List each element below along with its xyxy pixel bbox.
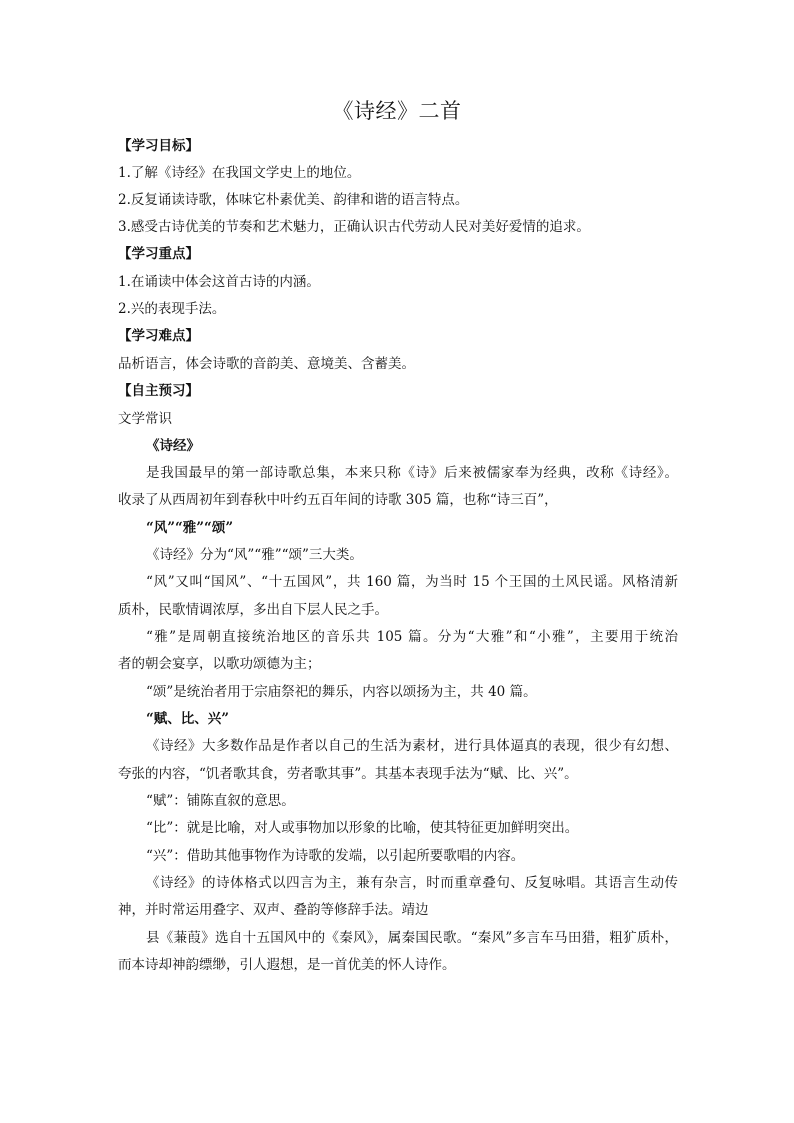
preview-heading: 【自主预习】 bbox=[118, 383, 199, 399]
fbx-line-1: 《诗经》大多数作品是作者以自己的生活为素材，进行具体逼真的表现，很少有幻想、 bbox=[146, 738, 678, 754]
ya-line-2: 者的朝会宴享，以歌功颂德为主； bbox=[118, 656, 321, 672]
goal-item-2: 2.反复诵读诗歌，体味它朴素优美、韵律和谐的语言特点。 bbox=[118, 192, 469, 208]
preview-subheading: 文学常识 bbox=[118, 411, 172, 427]
focus-item-2: 2.兴的表现手法。 bbox=[118, 301, 226, 317]
difficulty-text: 品析语言，体会诗歌的音韵美、意境美、含蓄美。 bbox=[118, 356, 415, 372]
fyg-heading: “风”“雅”“颂” bbox=[146, 520, 234, 536]
intro-line-1: 是我国最早的第一部诗歌总集，本来只称《诗》后来被儒家奉为经典，改称《诗经》。 bbox=[146, 465, 678, 481]
goal-item-3: 3.感受古诗优美的节奏和艺术魅力，正确认识古代劳动人民对美好爱情的追求。 bbox=[118, 219, 590, 235]
goal-item-1: 1.了解《诗经》在我国文学史上的地位。 bbox=[118, 165, 361, 181]
difficulty-heading: 【学习难点】 bbox=[118, 328, 199, 344]
ya-line-1: “雅”是周朝直接统治地区的音乐共 105 篇。分为“大雅”和“小雅”，主要用于统治 bbox=[146, 629, 678, 645]
fbx-heading: “赋、比、兴” bbox=[146, 711, 230, 727]
feng-line-1: “风”又叫“国风”、“十五国风”，共 160 篇，为当时 15 个王国的土风民谣。风格清新 bbox=[146, 574, 678, 590]
bi-line: “比”：就是比喻，对人或事物加以形象的比喻，使其特征更加鲜明突出。 bbox=[146, 820, 579, 836]
jianjia-line-2: 而本诗却神韵缥缈，引人遐想，是一首优美的怀人诗作。 bbox=[118, 957, 456, 973]
page-title: 《诗经》二首 bbox=[332, 99, 462, 123]
song-line: “颂”是统治者用于宗庙祭祀的舞乐，内容以颂扬为主，共 40 篇。 bbox=[146, 684, 537, 700]
jianjia-line-1: 县《蒹葭》选自十五国风中的《秦风》，属秦国民歌。“秦风”多言车马田猎，粗犷质朴， bbox=[146, 930, 678, 946]
focus-item-1: 1.在诵读中体会这首古诗的内涵。 bbox=[118, 274, 320, 290]
style-line-1: 《诗经》的诗体格式以四言为主，兼有杂言，时而重章叠句、反复咏唱。其语言生动传 bbox=[146, 875, 678, 891]
fyg-intro: 《诗经》分为“风”“雅”“颂”三大类。 bbox=[146, 547, 363, 563]
book-title: 《诗经》 bbox=[146, 438, 200, 454]
intro-line-2: 收录了从西周初年到春秋中叶约五百年间的诗歌 305 篇，也称“诗三百”， bbox=[118, 492, 558, 508]
focus-heading: 【学习重点】 bbox=[118, 246, 199, 262]
feng-line-2: 质朴，民歌情调浓厚，多出自下层人民之手。 bbox=[118, 602, 388, 618]
fu-line: “赋”：铺陈直叙的意思。 bbox=[146, 793, 295, 809]
xing-line: “兴”：借助其他事物作为诗歌的发端，以引起所要歌唱的内容。 bbox=[146, 848, 525, 864]
style-line-2: 神，并时常运用叠字、双声、叠韵等修辞手法。靖边 bbox=[118, 902, 429, 918]
goals-heading: 【学习目标】 bbox=[118, 138, 199, 154]
fbx-line-2: 夸张的内容，“饥者歌其食，劳者歌其事”。其基本表现手法为“赋、比、兴”。 bbox=[118, 766, 578, 782]
